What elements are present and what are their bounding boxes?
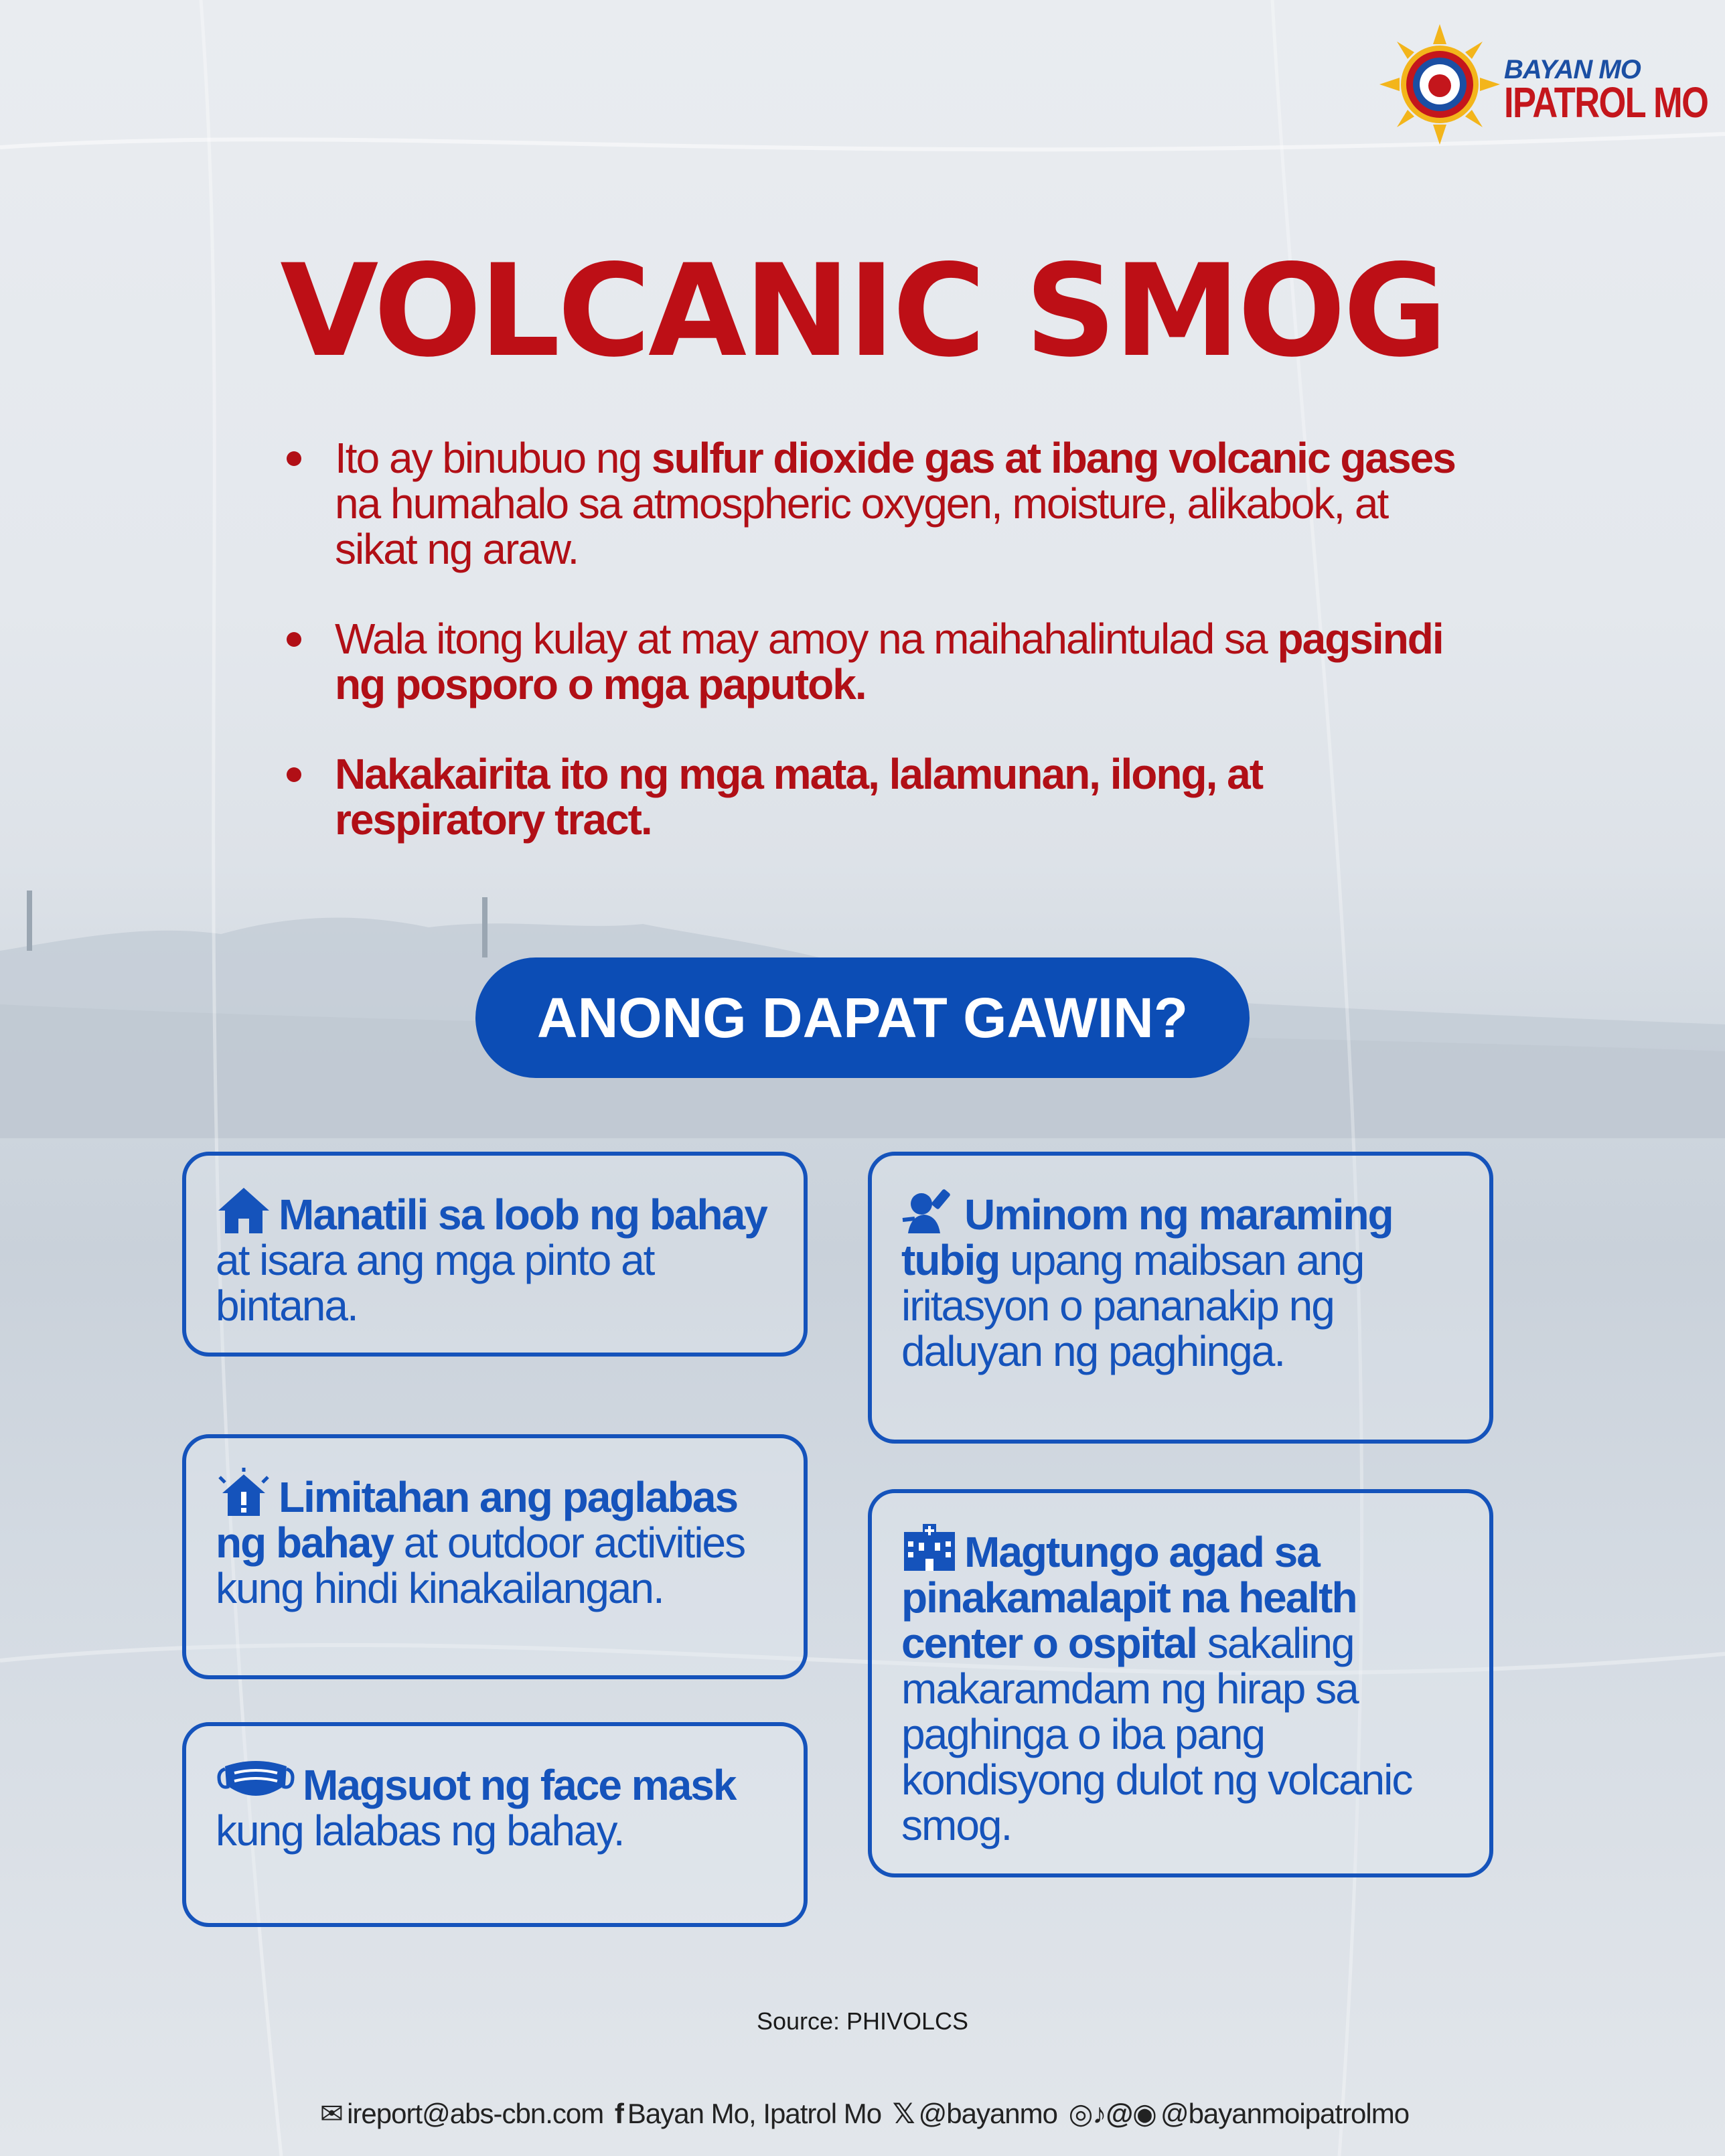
card-face-mask: Magsuot ng face mask kung lalabas ng bahay.	[182, 1722, 808, 1927]
contact-footer	[0, 2097, 1725, 2130]
bullet-dot	[287, 451, 301, 466]
card-limit-outdoor: Limitahan ang paglabas ng bahay at outdoor activities kung hindi kinakailangan.	[182, 1434, 808, 1679]
footer-x[interactable]: @bayanmo	[918, 2098, 1058, 2129]
footer-social[interactable]: @bayanmoipatrolmo	[1160, 2098, 1410, 2129]
bullet-dot	[287, 767, 301, 782]
house-alert-icon	[216, 1468, 272, 1517]
logo-line1: BAYAN MO	[1504, 55, 1641, 84]
person-drinking-icon	[901, 1185, 958, 1235]
page-title: VOLCANIC SMOG	[280, 237, 1445, 385]
bullet-dot	[287, 632, 301, 647]
section-heading-pill: ANONG DAPAT GAWIN?	[475, 957, 1250, 1078]
card-hospital: Magtungo agad sa pinakamalapit na health center o ospital sakaling makaramdam ng hirap sa paghinga o iba pang kondisyong dulot ng volcanic smog.	[868, 1489, 1493, 1877]
mail-icon: ✉	[319, 2098, 344, 2129]
info-bullets	[281, 435, 1460, 887]
face-mask-icon	[216, 1756, 296, 1805]
facebook-icon: f	[614, 2098, 623, 2129]
x-icon: 𝕏	[892, 2098, 915, 2129]
bullet-color-smell: Wala itong kulay at may amoy na maihahalintulad sa pagsindi ng posporo o mga paputok.	[281, 616, 1460, 707]
card-drink-water: Uminom ng maraming tubig upang maibsan ang iritasyon o pananakip ng daluyan ng paghinga.	[868, 1152, 1493, 1444]
card-stay-home: Manatili sa loob ng bahay at isara ang mga pinto at bintana.	[182, 1152, 808, 1357]
bullet-composition: Ito ay binubuo ng sulfur dioxide gas at ibang volcanic gases na humahalo sa atmospheric oxygen, moisture, alikabok, at sikat ng araw.	[281, 435, 1460, 572]
logo-line2: IPATROL MO	[1504, 78, 1708, 127]
social-icons: ◎♪@◉	[1068, 2098, 1156, 2129]
footer-email[interactable]: ireport@abs-cbn.com	[347, 2098, 604, 2129]
hospital-icon	[901, 1523, 958, 1572]
bullet-irritation: Nakakairita ito ng mga mata, lalamunan, ilong, at respiratory tract.	[281, 751, 1460, 842]
footer-facebook[interactable]: Bayan Mo, Ipatrol Mo	[627, 2098, 882, 2129]
bayan-mo-ipatrol-mo-logo	[1379, 24, 1708, 145]
logo-sun-icon	[1379, 24, 1500, 145]
source-credit: Source: PHIVOLCS	[756, 2007, 969, 2035]
house-icon	[216, 1185, 272, 1235]
